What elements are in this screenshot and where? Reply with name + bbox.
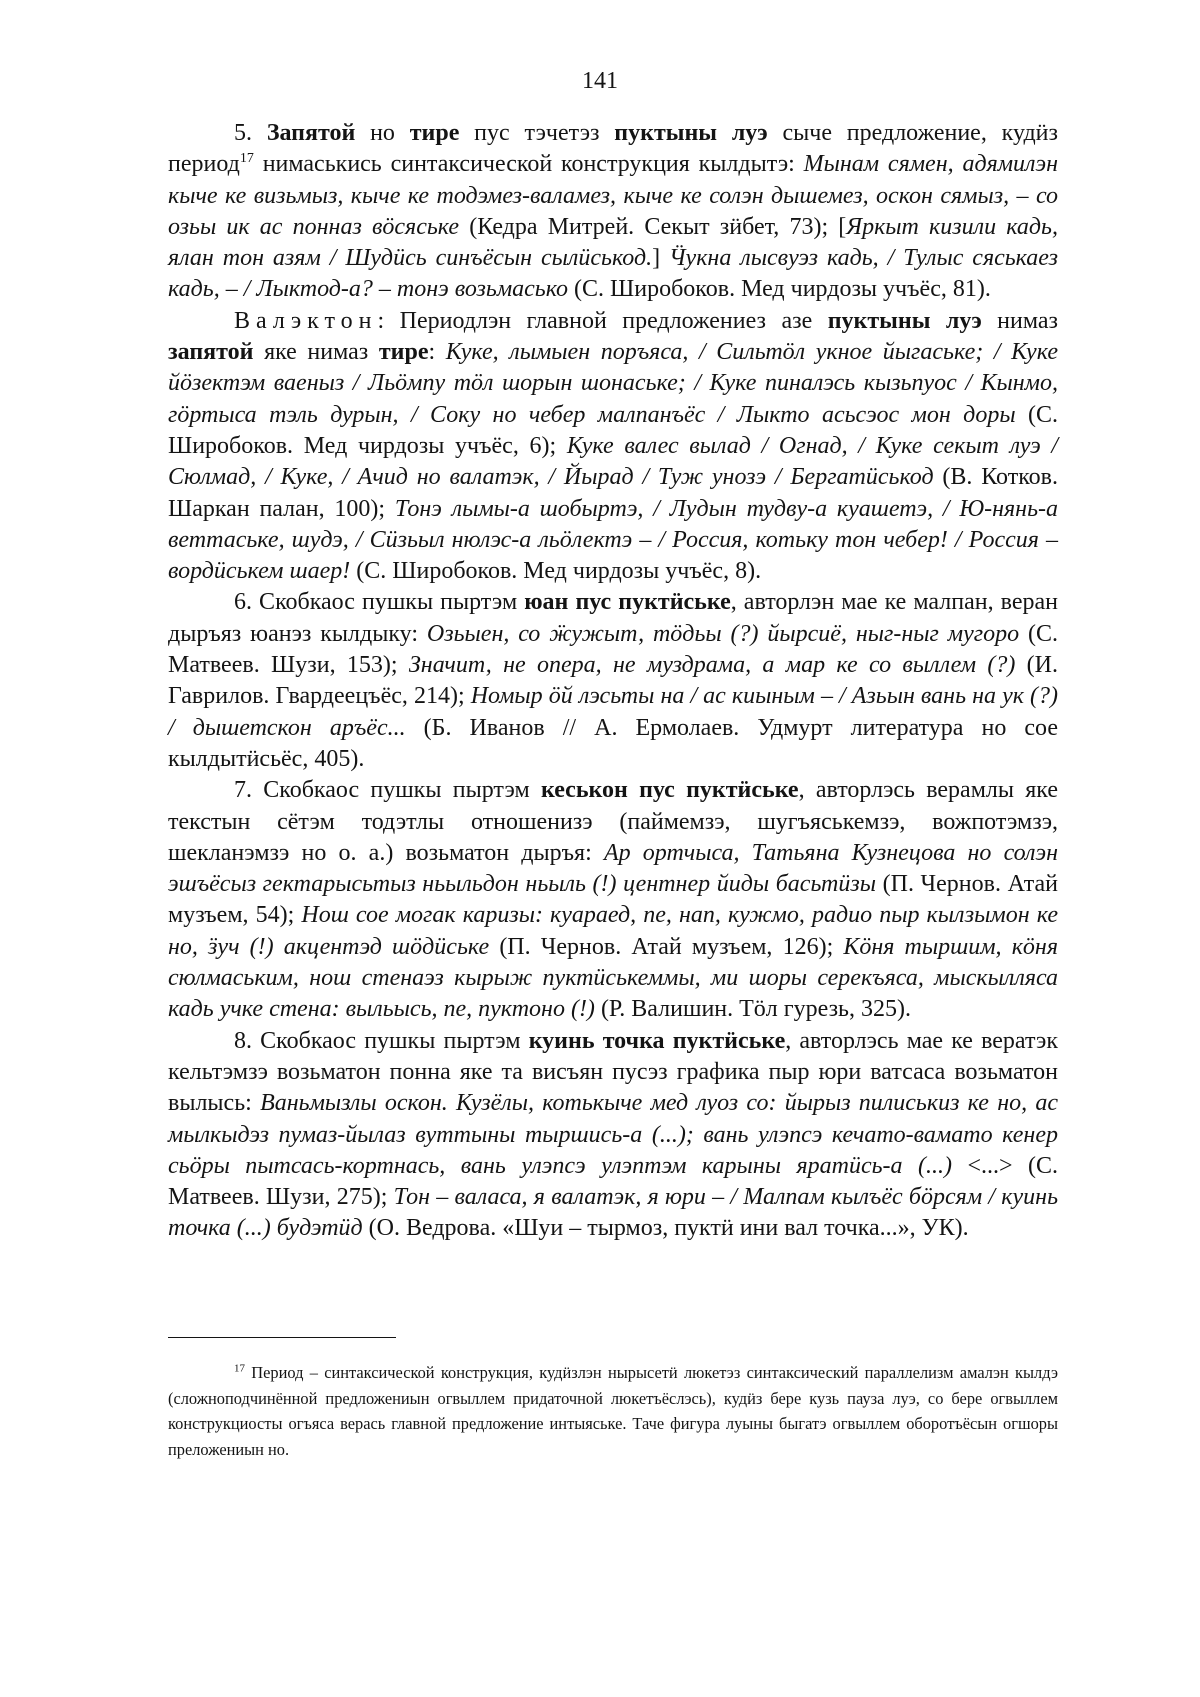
italic-example: Значит, не опера, не муздрама, а мар ке со выллем (?) bbox=[408, 652, 1016, 679]
text-run: (П. Чернов. Атай музъем, 126); bbox=[489, 933, 844, 960]
italic-example: Тон – валаса, я валатэк, я юри – / Малпам кылъёс бӧрсям / куинь точка (...) будэтӥд bbox=[168, 1184, 1058, 1242]
bold-term: юан пус пуктӥське bbox=[524, 589, 731, 616]
text-run: , авторлэсь верамлы яке текстын сётэм тодэтлы отношенизэ (паймемзэ, шугъяськемзэ, вожпотэмзэ, шекланэмзэ но о. а.) возьматон дыръя: bbox=[168, 777, 1058, 866]
italic-example: Куке валес вылад / Огнад, / Куке секыт луэ / Сюлмад, / Куке, / Ачид но валатэк, / Йырад / Туж унозэ / Бергатӥськод bbox=[168, 432, 1058, 491]
body-text bbox=[168, 118, 1058, 1245]
bold-term: пуктыны луэ bbox=[827, 307, 982, 334]
text-run: <...> (С. Матвеев. Шузи, 275); bbox=[168, 1152, 1058, 1211]
text-run: нимаз bbox=[981, 307, 1059, 334]
footnote-reference: 17 bbox=[239, 151, 254, 167]
bold-term: пуктыны луэ bbox=[614, 120, 768, 146]
italic-example: Ӵукна лысвуэз кадь, / Тулыс сяськаез кадь, – / Лыктод-а? – тонэ возьмасько bbox=[168, 245, 1058, 303]
text-run: 5. bbox=[234, 120, 267, 146]
text-run: : bbox=[428, 339, 446, 366]
paragraph-5-valekton bbox=[168, 306, 1058, 588]
text-run: , авторлэн мае ке малпан, веран дыръяз юанэз кылдыку: bbox=[168, 589, 1058, 647]
footnote-marker: 17 bbox=[234, 1362, 245, 1375]
bold-term: Запятой bbox=[266, 120, 356, 146]
bold-term: куинь точка пуктӥське bbox=[528, 1027, 786, 1054]
italic-example: Тонэ лымы-а шобыртэ, / Лудын тудву-а куашетэ, / Ю-нянь-а веттаське, шудэ, / Сӥзьыл нюлэс-а льӧлектэ – / Россия, котьку тон чебер! / Россия – вордӥськем шаер! bbox=[168, 495, 1059, 585]
italic-example: Ар ортчыса, Татьяна Кузнецова но солэн эшъёсыз гектарысьтыз ньыльдон ньыль (!) центнер йиды басьтӥзы bbox=[168, 839, 1059, 898]
text-run: ] bbox=[652, 245, 670, 272]
text-run: (С. Широбоков. Мед чирдозы учъёс, 8). bbox=[350, 558, 762, 585]
text-run: (О. Ведрова. «Шуи – тырмоз, пуктӥ ини вал точка...», УК). bbox=[362, 1215, 969, 1242]
text-run: 7. Скобкаос пушкы пыртэм bbox=[234, 777, 541, 804]
footnote bbox=[168, 1360, 1058, 1462]
text-run: 6. Скобкаос пушкы пыртэм bbox=[234, 589, 525, 616]
text-run: нимаськись синтаксической конструкция кылдытэ: bbox=[253, 151, 804, 178]
text-run: пус тэчетэз bbox=[459, 120, 615, 146]
paragraph-7 bbox=[168, 775, 1058, 1025]
text-run: (С. Широбоков. Мед чирдозы учъёс, 6); bbox=[168, 401, 1059, 459]
italic-example: Озьыен, со ӝужыт, тӧдьы (?) йырсиё, ныг-ныг мугоро bbox=[426, 620, 1020, 647]
paragraph-8 bbox=[168, 1026, 1058, 1245]
text-run: (П. Чернов. Атай музъем, 54); bbox=[168, 871, 1058, 929]
text-run: (Р. Валишин. Тӧл гурезь, 325). bbox=[594, 996, 911, 1023]
italic-example: Ваньмызлы оскон. Кузёлы, котькыче мед луоз со: йырыз пилиськиз ке но, ас мылкыдэз пумаз-йылаз вуттыны тыршись-а (...); вань улэпсэ кечато-вамато кенер сьӧры пытсась-кортнась, вань улэпсэ улэптэм карыны яратӥсь-а (...) bbox=[168, 1090, 1058, 1179]
paragraph-6 bbox=[168, 587, 1058, 775]
text-run: (Б. Иванов // А. Ермолаев. Удмурт литература но сое кылдытӥсьёс, 405). bbox=[168, 714, 1059, 772]
text-run: : Периодлэн главной предложениез азе bbox=[377, 307, 828, 334]
italic-example: Кӧня тыршим, кӧня сюлмаським, нош стенаэз кырыж пуктӥськеммы, ми шоры серекъяса, мыскылляса кадь учке стена: выльысь, пе, пуктоно (!) bbox=[168, 933, 1058, 1023]
text-run: яке нимаз bbox=[253, 339, 379, 366]
text-run: 8. Скобкаос пушкы пыртэм bbox=[234, 1027, 529, 1054]
text-run: (С. Матвеев. Шузи, 153); bbox=[168, 620, 1059, 679]
text-run: (Кедра Митрей. Секыт зӥбет, 73); [ bbox=[459, 213, 847, 240]
text-run: (И. Гаврилов. Гвардеецъёс, 214); bbox=[168, 652, 1059, 710]
bold-term: тире bbox=[409, 120, 460, 146]
italic-example: Мынам сямен, адямилэн кыче ке визьмыз, кыче ке тодэмез-валамез, кыче ке солэн дышемез, оскон сямыз, – со озьы ик ас понназ вӧсяське bbox=[168, 151, 1059, 240]
text-run: но bbox=[355, 120, 410, 146]
text-run: Валэктон bbox=[234, 307, 378, 334]
italic-example: Нош сое могак каризы: куараед, пе, нап, кужмо, радио пыр кылзымон ке но, ӟуч (!) акцентэд шӧдӥське bbox=[168, 902, 1058, 960]
footnote-text: Период – синтаксической конструкция, кудӥзлэн нырысетӥ люкетэз синтаксический параллелизм амалэн кылдэ (сложноподчинённой предложениын огвыллем придаточной люкетъёслэсь), кудӥз бере кузь пауза луэ, со бере огвыллем конструкциосты огъяса верась главной предложение интыяське. Таче фигура луыны быгатэ огвыллем оборотъёсын огшоры преложениын но. bbox=[168, 1363, 1058, 1459]
bold-term: запятой bbox=[168, 339, 254, 366]
italic-example: Номыр ӧй лэсьты на / ас киыным – / Азьын вань на ук (?) / дышетскон аръёс... bbox=[168, 683, 1058, 741]
italic-example: Куке, лымыен поръяса, / Сильтӧл укное йыгаське; / Куке йӧзектэм ваеныз / Льӧмпу тӧл шорын шонаське; / Куке пиналэсь кызьпуос / Кынмо, гӧртыса тэль дурын, / Соку но чебер малпанъёс / Лыкто асьсэос мон доры bbox=[168, 339, 1058, 428]
page-number: 141 bbox=[582, 68, 618, 94]
footnote-separator bbox=[168, 1337, 396, 1338]
text-run: , авторлэсь мае ке вератэк кельтэмзэ возьматон понна яке та висъян пусэз графика пыр юри ватсаса возьматон вылысь: bbox=[168, 1027, 1059, 1117]
bold-term: тире bbox=[378, 339, 429, 366]
bold-term: кеськон пус пуктӥське bbox=[540, 777, 799, 804]
paragraph-5 bbox=[168, 118, 1058, 306]
italic-example: Яркыт кизили кадь, ялан тон азям / Шудӥсь синъёсын сылӥськод. bbox=[168, 213, 1058, 272]
text-run: сыче предложение, кудӥз период bbox=[168, 120, 1058, 178]
text-run: (В. Котков. Шаркан палан, 100); bbox=[168, 464, 1058, 522]
text-run: (С. Широбоков. Мед чирдозы учъёс, 81). bbox=[568, 276, 991, 303]
